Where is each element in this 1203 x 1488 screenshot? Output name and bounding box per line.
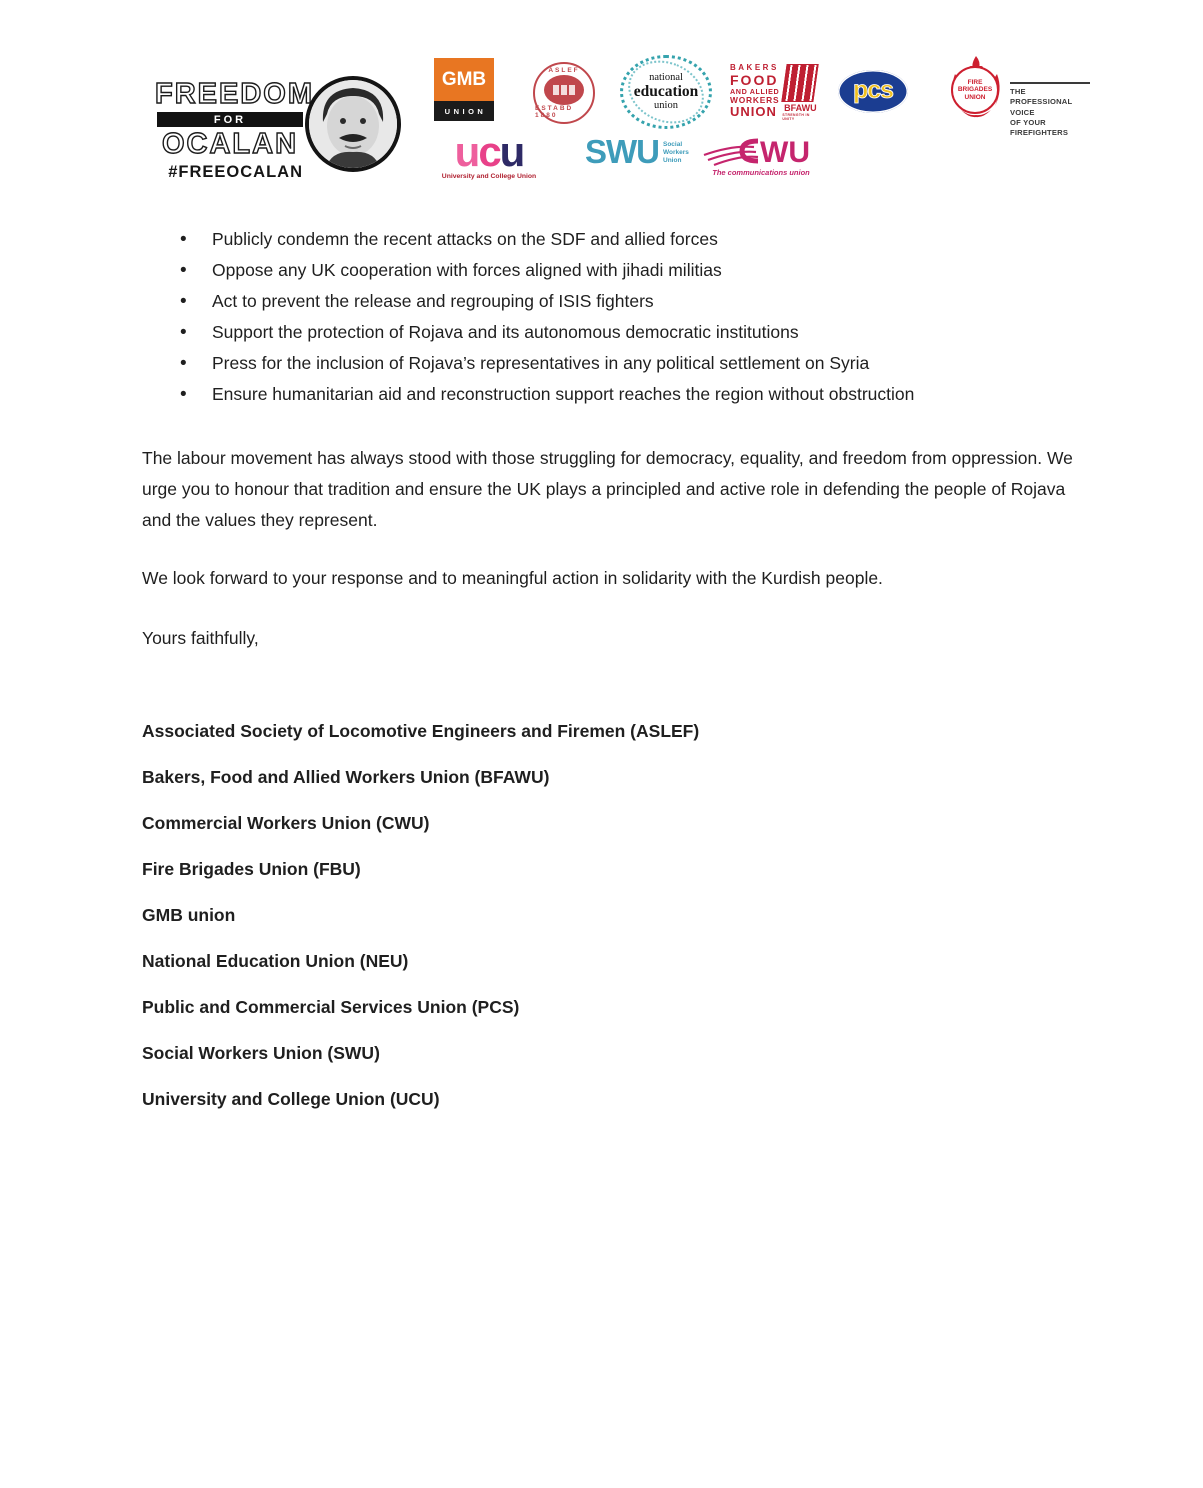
aslef-top-text: ASLEF (548, 67, 580, 74)
ucu-logo (433, 128, 545, 180)
signatory-list (142, 716, 1080, 1115)
signatory: GMB union (142, 905, 236, 925)
cwu-wordmark (702, 133, 820, 167)
fbu-tagline: THE PROFESSIONAL VOICE OF YOUR FIREFIGHTERS (1010, 82, 1090, 138)
signatory: Fire Brigades Union (FBU) (142, 859, 361, 879)
aslef-train-emblem (544, 75, 584, 105)
bullet-item: • Oppose any UK cooperation with forces aligned with jihadi militias (142, 255, 1080, 286)
pcs-logo (838, 70, 908, 113)
bullet-item: • Support the protection of Rojava and its autonomous democratic institutions (142, 317, 1080, 348)
gmb-union-label: UNION (434, 101, 494, 121)
bfawu-bread-emblem (782, 64, 819, 102)
swu-logo (585, 133, 689, 170)
letter-body (142, 224, 1080, 1130)
gmb-wordmark: GMB (434, 58, 494, 101)
freedom-for-ocalan-logo (155, 78, 314, 182)
demands-bullet-list (142, 224, 1080, 410)
paragraph-labour-movement: The labour movement has always stood with those struggling for democracy, equality, and freedom from oppression. We urge you to honour that tradition and ensure the UK plays a principled and active role in defending the people of Rojava and the values they represent. (142, 448, 1073, 530)
signatory: Bakers, Food and Allied Workers Union (BFAWU) (142, 767, 550, 787)
signatory: Commercial Workers Union (CWU) (142, 813, 430, 833)
pcs-wordmark: pcs (852, 75, 894, 104)
signatory: Public and Commercial Services Union (PCS) (142, 997, 520, 1017)
paragraph-look-forward: We look forward to your response and to meaningful action in solidarity with the Kurdish people. (142, 568, 883, 588)
closing-salutation: Yours faithfully, (142, 628, 259, 648)
freedom-wordmark: FREEDOM (155, 78, 314, 110)
fbu-logo (947, 58, 1005, 116)
bfawu-wordmark: BAKERS FOOD AND ALLIED WORKERS UNION (730, 63, 780, 119)
freeocalan-hashtag: #FREEOCALAN (168, 163, 303, 181)
gmb-union-logo (434, 58, 494, 121)
signatory: Associated Society of Locomotive Engineers and Firemen (ASLEF) (142, 721, 700, 741)
ocalan-wordmark: OCALAN (161, 128, 299, 160)
ucu-subtitle: University and College Union (441, 172, 537, 180)
neu-wordmark: national education union (633, 71, 699, 111)
national-education-union-logo (620, 55, 712, 129)
swu-wordmark: SWU (585, 133, 659, 170)
bullet-item: • Publicly condemn the recent attacks on the SDF and allied forces (142, 224, 1080, 255)
ocalan-portrait-photo (305, 76, 401, 172)
aslef-logo (533, 62, 595, 124)
portrait-illustration (305, 76, 401, 172)
cwu-subtitle: The communications union (712, 168, 810, 177)
bfawu-emblem: BFAWU STRENGTH IN UNITY (782, 64, 818, 121)
aslef-bottom-text: ESTABD 1880 (535, 105, 574, 119)
swu-subtitle: Social Workers Union (663, 141, 689, 165)
bullet-item: • Ensure humanitarian aid and reconstruction support reaches the region without obstruction (142, 379, 1080, 410)
svg-text:WU: WU (760, 136, 810, 167)
fbu-wordmark: FIRE BRIGADES UNION (951, 66, 999, 114)
signatory: University and College Union (UCU) (142, 1089, 440, 1109)
bfawu-logo (730, 64, 818, 121)
for-bar (157, 112, 303, 127)
for-label: FOR (213, 113, 247, 126)
signatory: National Education Union (NEU) (142, 951, 409, 971)
cwu-logo (702, 133, 820, 177)
bullet-item: • Act to prevent the release and regrouping of ISIS fighters (142, 286, 1080, 317)
ucu-wordmark: ucu (454, 128, 524, 175)
signatory: Social Workers Union (SWU) (142, 1043, 380, 1063)
bullet-item: • Press for the inclusion of Rojava’s representatives in any political settlement on Syria (142, 348, 1080, 379)
